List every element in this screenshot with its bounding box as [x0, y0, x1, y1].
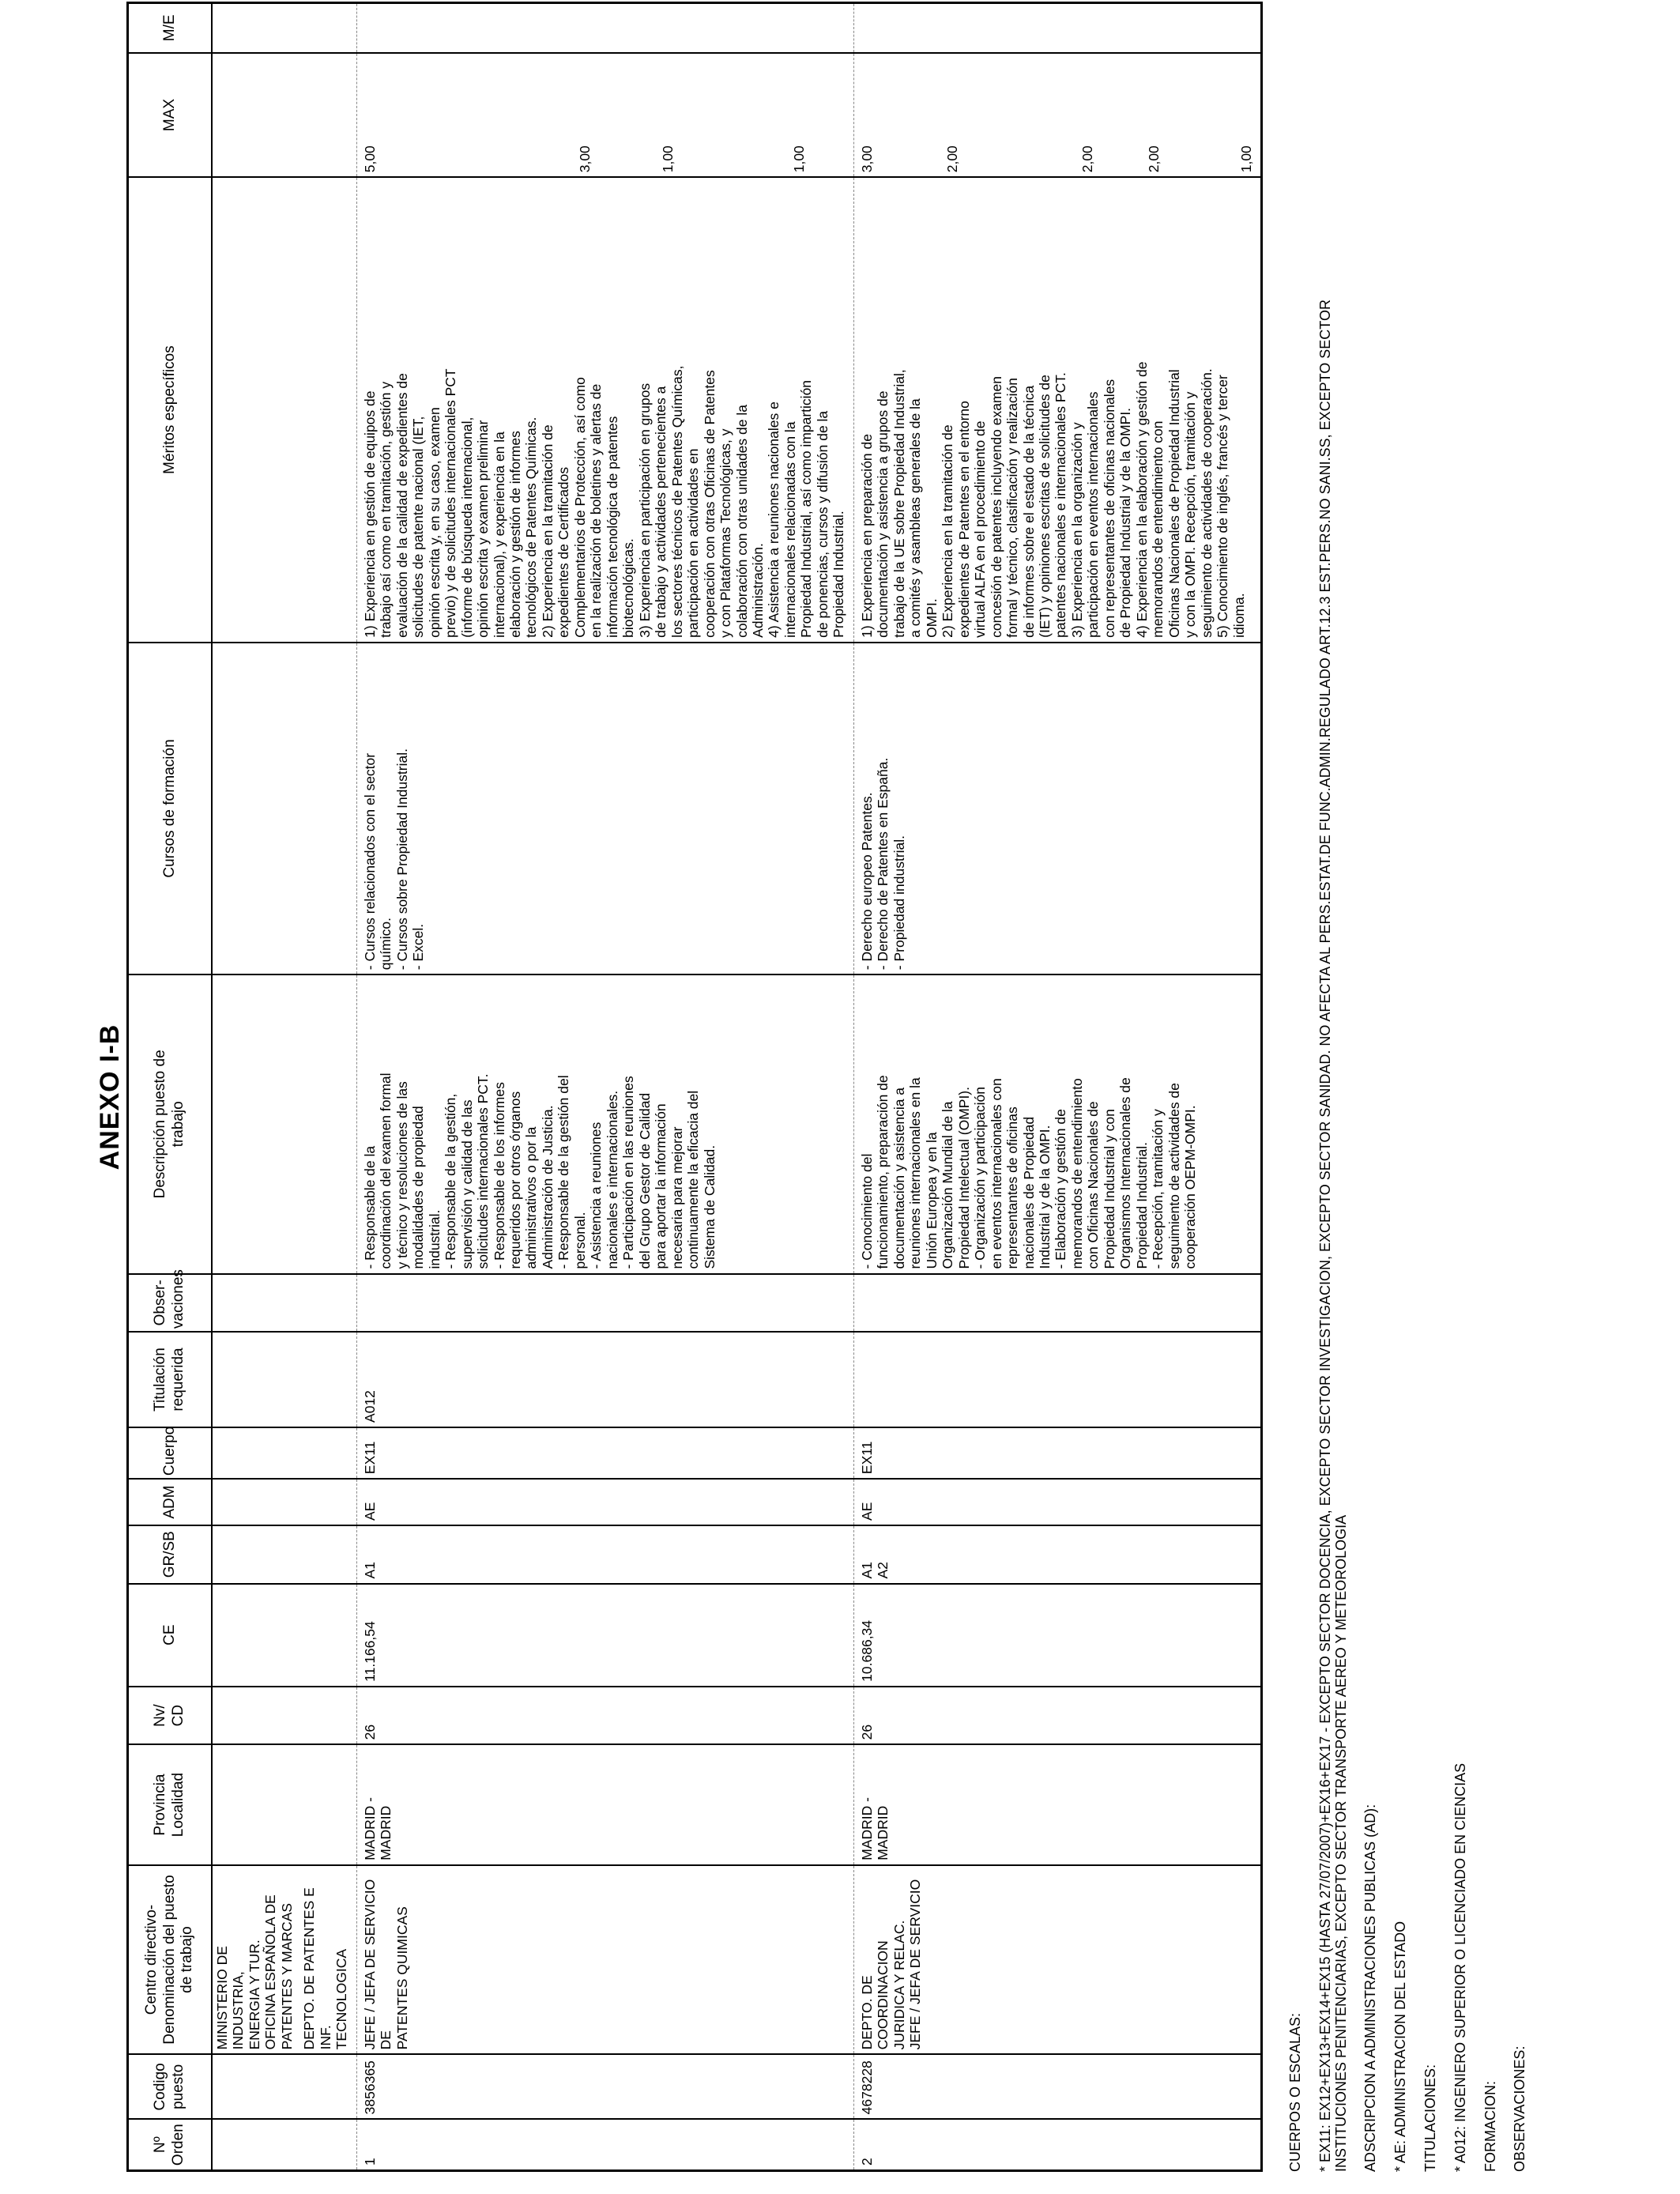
- col-header-me: M/E: [128, 3, 213, 53]
- footer-notes: [1288, 38, 1543, 2172]
- puesto-cell: [853, 1865, 1261, 2055]
- nivel-cell: 26: [853, 1687, 1261, 1745]
- positions-table: [126, 2, 1263, 2172]
- cuerpos-label: CUERPOS O ESCALAS:: [1287, 2012, 1303, 2172]
- formacion-label: FORMACION:: [1482, 2081, 1498, 2172]
- max-value: 1,00: [791, 145, 808, 173]
- provincia-cell: MADRID - MADRID: [853, 1744, 1261, 1864]
- observaciones-label: OBSERVACIONES:: [1512, 2045, 1528, 2172]
- titulacion-cell: [853, 1332, 1261, 1427]
- max-cell: [356, 53, 853, 178]
- col-header-codigo: Codigo puesto: [128, 2054, 213, 2119]
- col-header-descripcion: Descripción puesto de trabajo: [128, 974, 213, 1273]
- meritos-cell: 1) Experiencia en preparación de documentación y asistencia a grupos de trabajo de la UE sobre Propiedad Industrial, a comités y asambleas generales de la OMPI. 2) Experiencia en la tramitación de expedientes de Patentes en el entorno virtual ALFA en el procedimiento de concesión de patentes incluyendo examen formal y técnico, clasificación y realización de informes sobre el estado de la técnica (IET) y opiniones escritas de solicitudes de patentes nacionales e internacionales PCT. 3) Experiencia en la organización y participación en eventos internacionales con representantes de oficinas nacionales de Propiedad Industrial y de la OMPI. 4) Experiencia en la elaboración y gestión de memorandos de entendimiento con Oficinas Nacionales de Propiedad Industrial y con la OMPI. Recepción, tramitación y seguimiento de actividades de cooperación. 5) Conocimiento de inglés, francés y tercer idioma.: [853, 177, 1261, 643]
- puesto-name: JEFE / JEFA DE SERVICIO: [907, 1879, 924, 2050]
- col-header-max: MAX: [128, 53, 213, 178]
- table-row: [356, 3, 853, 2171]
- grsb-cell: A1 A2: [853, 1525, 1261, 1584]
- max-value: 3,00: [858, 145, 875, 173]
- meritos-cell: 1) Experiencia en gestión de equipos de trabajo así como en tramitación, gestión y evaluación de la calidad de expedientes de solicitudes de patente nacional (IET, opinión escrita y, en su caso, examen previo) y de solicitudes internacionales PCT (informe de búsqueda internacional, opinión escrita y examen preliminar internacional), y experiencia en la elaboración y gestión de informes tecnológicos de Patentes Químicas. 2) Experiencia en la tramitación de expedientes de Certificados Complementarios de Protección, así como en la realización de boletines y alertas de información tecnológica de patentes biotecnológicas. 3) Experiencia en participación en grupos de trabajo y actividades pertenecientes a los sectores técnicos de Patentes Químicas, participación en actividades en cooperación con otras Oficinas de Patentes y con Plataformas Tecnológicas, y colaboración con otras unidades de la Administración. 4) Asistencia a reuniones nacionales e internacionales relacionadas con la Propiedad Industrial, así como impartición de ponencias, cursos y difusión de la Propiedad Industrial.: [356, 177, 853, 643]
- puesto-cell: JEFE / JEFA DE SERVICIO DE PATENTES QUIMICAS: [356, 1865, 853, 2055]
- col-header-ce: CE: [128, 1584, 213, 1687]
- adscripcion-text: * AE: ADMINISTRACION DEL ESTADO: [1392, 1921, 1409, 2172]
- ministry-name: MINISTERIO DE INDUSTRIA, ENERGIA Y TUR. OFICINA ESPAÑOLA DE PATENTES Y MARCAS: [214, 1894, 295, 2050]
- nivel-cell: 26: [356, 1687, 853, 1745]
- max-value: 5,00: [361, 145, 378, 173]
- cursos-cell: - Cursos relacionados con el sector químico. - Cursos sobre Propiedad Industrial. - Excel.: [356, 643, 853, 974]
- col-header-observaciones: Obser- vaciones: [128, 1274, 213, 1333]
- me-cell: [853, 3, 1261, 53]
- col-header-adm: ADM: [128, 1479, 213, 1525]
- col-header-meritos: Méritos específicos: [128, 177, 213, 643]
- grsb-cell: A1: [356, 1525, 853, 1584]
- titulaciones-text: * A012: INGENIERO SUPERIOR O LICENCIADO EN CIENCIAS: [1452, 1762, 1468, 2172]
- max-value: 2,00: [1079, 145, 1095, 173]
- titulaciones-label: TITULACIONES:: [1422, 2064, 1438, 2172]
- col-header-orden: Nº Orden: [128, 2119, 213, 2170]
- provincia-cell: MADRID - MADRID: [356, 1744, 853, 1864]
- col-header-nivel: Nv/ CD: [128, 1687, 213, 1745]
- page-title: ANEXO I-B: [95, 1023, 125, 1171]
- codigo-cell: 3856365: [356, 2054, 853, 2119]
- ce-cell: 10.686,34: [853, 1584, 1261, 1687]
- department-name: DEPTO. DE PATENTES E INF. TECNOLOGICA: [301, 1887, 350, 2050]
- col-header-grsb: GR/SB: [128, 1525, 213, 1584]
- descripcion-cell: - Responsable de la coordinación del examen formal y técnico y resoluciones de las modalidades de propiedad industrial. - Responsable de la gestión, supervisión y calidad de las solicitudes internacionales PCT. - Responsable de los informes requeridos por otros órganos administrativos o por la Administración de Justicia. - Responsable de la gestión del personal. - Asistencia a reuniones nacionales e internacionales. - Participación en las reuniones del Grupo Gestor de Calidad para aportar la información necesaria para mejorar continuamente la eficacia del Sistema de Calidad.: [356, 974, 853, 1273]
- max-cell: [853, 53, 1261, 178]
- ce-cell: 11.166,54: [356, 1584, 853, 1687]
- org-cell: [212, 1865, 356, 2055]
- orden-cell: 1: [356, 2119, 853, 2170]
- cuerpo-cell: EX11: [356, 1427, 853, 1479]
- codigo-cell: 4678228: [853, 2054, 1261, 2119]
- header-row: [128, 3, 213, 2171]
- col-header-titulacion: Titulación requerida: [128, 1332, 213, 1427]
- col-header-provincia: Provincia Localidad: [128, 1744, 213, 1864]
- max-value: 1,00: [1237, 145, 1254, 173]
- max-value: 1,00: [659, 145, 676, 173]
- adscripcion-label: ADSCRIPCION A ADMINISTRACIONES PUBLICAS (AD):: [1362, 1804, 1379, 2172]
- col-header-centro: Centro directivo- Denominación del puesto de trabajo: [128, 1865, 213, 2055]
- cuerpos-text: * EX11: EX12+EX13+EX14+EX15 (HASTA 27/07/2007)+EX16+EX17 - EXCEPTO SECTOR DOCENCIA, EXCEPTO SECTOR INVESTIGACION, EXCEPTO SECTOR SANIDAD. NO AFECTA AL PERS.ESTAT.DE FUNC.ADMIN.REGULADO ART.12.3 EST.PERS.NO SANI.SS, EXCEPTO SECTOR INSTITUCIONES PENITENCIARIAS, EXCEPTO SECTOR TRANSPORTE AEREO Y METEOROLOGIA: [1317, 300, 1349, 2172]
- descripcion-cell: - Conocimiento del funcionamiento, preparación de documentación y asistencia a reuniones internacionales en la Unión Europea y en la Organización Mundial de la Propiedad Intelectual (OMPI). - Organización y participación en eventos internacionales con representantes de oficinas nacionales de Propiedad Industrial y de la OMPI. - Elaboración y gestión de memorandos de entendimiento con Oficinas Nacionales de Propiedad Industrial y con Organismos Internacionales de Propiedad Industrial. - Recepción, tramitación y seguimiento de actividades de cooperación OEPM-OMPI.: [853, 974, 1261, 1273]
- max-value: 2,00: [1146, 145, 1162, 173]
- org-header-row: [212, 3, 356, 2171]
- titulacion-cell: A012: [356, 1332, 853, 1427]
- observaciones-cell: [356, 1274, 853, 1333]
- adm-cell: AE: [853, 1479, 1261, 1525]
- adm-cell: AE: [356, 1479, 853, 1525]
- col-header-cuerpo: Cuerpo: [128, 1427, 213, 1479]
- me-cell: [356, 3, 853, 53]
- cuerpo-cell: EX11: [853, 1427, 1261, 1479]
- cursos-cell: - Derecho europeo Patentes. - Derecho de Patentes en España. - Propiedad industrial.: [853, 643, 1261, 974]
- col-header-cursos: Cursos de formación: [128, 643, 213, 974]
- max-value: 2,00: [944, 145, 961, 173]
- max-value: 3,00: [577, 145, 593, 173]
- observaciones-cell: [853, 1274, 1261, 1333]
- department-name: DEPTO. DE COORDINACION JURIDICA Y RELAC.: [858, 1920, 907, 2050]
- table-row: [853, 3, 1261, 2171]
- orden-cell: 2: [853, 2119, 1261, 2170]
